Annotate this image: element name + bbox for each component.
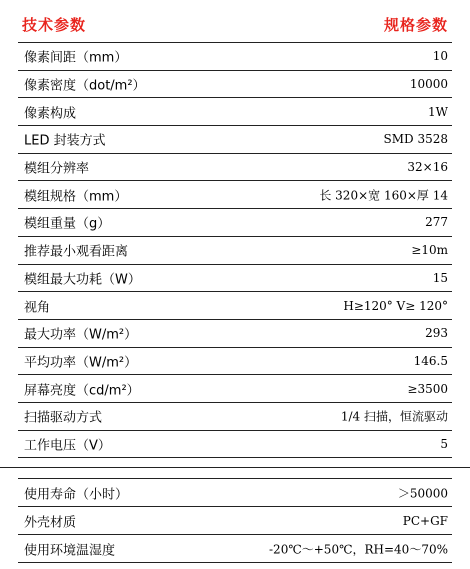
table-row	[18, 375, 452, 403]
row-label: 像素构成	[24, 106, 77, 122]
table-row	[18, 348, 452, 376]
row-value: 1/4 扫描，恒流驱动	[340, 409, 448, 424]
table-row	[18, 265, 452, 293]
row-value: 10	[432, 49, 448, 64]
row-label: 外壳材质	[24, 515, 77, 530]
row-value: 长 320×宽 160×厚 14	[319, 188, 448, 203]
row-value: -20℃～+50℃，RH=40～70%	[269, 542, 448, 556]
row-value: 15	[432, 270, 448, 285]
table-row	[18, 71, 452, 99]
row-value: 10000	[409, 77, 448, 92]
table-row	[18, 479, 452, 507]
row-value: 146.5	[413, 353, 448, 368]
table-row	[18, 154, 452, 182]
row-value: ≥3500	[407, 381, 448, 396]
row-label: 工作电压（V）	[24, 438, 111, 454]
table-row	[18, 535, 452, 563]
row-value: H≥120° V≥ 120°	[343, 298, 448, 313]
row-label: 像素间距（mm）	[24, 50, 128, 66]
table-header	[0, 0, 470, 44]
spec-table	[18, 42, 452, 458]
row-value: ≥10m	[411, 243, 448, 258]
table-row	[18, 507, 452, 535]
row-label: 模组分辨率	[24, 161, 90, 177]
row-label: 最大功率（W/m²）	[24, 327, 138, 343]
table-row	[18, 98, 452, 126]
row-label: 模组重量（g）	[24, 216, 111, 232]
row-label: LED 封装方式	[24, 133, 106, 149]
section-divider	[0, 467, 470, 468]
row-label: 屏幕亮度（cd/m²）	[24, 383, 140, 399]
extra-spec-table	[18, 478, 452, 563]
row-label: 扫描驱动方式	[24, 410, 103, 426]
row-value: 5	[440, 436, 448, 451]
spec-params-heading: 规格参数	[383, 16, 448, 34]
row-label: 使用环境温湿度	[24, 543, 116, 558]
table-row	[18, 126, 452, 154]
table-row	[18, 237, 452, 265]
table-row	[18, 431, 452, 459]
row-label: 模组最大功耗（W）	[24, 272, 141, 288]
row-value: ＞50000	[397, 486, 448, 500]
row-value: 293	[425, 326, 448, 341]
table-row	[18, 292, 452, 320]
table-row	[18, 209, 452, 237]
row-value: 1W	[428, 104, 448, 119]
tech-params-heading: 技术参数	[22, 16, 87, 34]
row-label: 视角	[24, 300, 51, 316]
row-value: 32×16	[407, 160, 448, 175]
row-value: SMD 3528	[383, 132, 448, 147]
row-value: 277	[425, 215, 448, 230]
row-label: 模组规格（mm）	[24, 189, 128, 205]
row-label: 推荐最小观看距离	[24, 244, 129, 260]
row-label: 使用寿命（小时）	[24, 487, 129, 502]
table-row	[18, 320, 452, 348]
table-row	[18, 403, 452, 431]
row-value: PC+GF	[402, 513, 448, 528]
table-row	[18, 43, 452, 71]
row-label: 像素密度（dot/m²）	[24, 78, 146, 94]
table-row	[18, 181, 452, 209]
row-label: 平均功率（W/m²）	[24, 355, 138, 371]
